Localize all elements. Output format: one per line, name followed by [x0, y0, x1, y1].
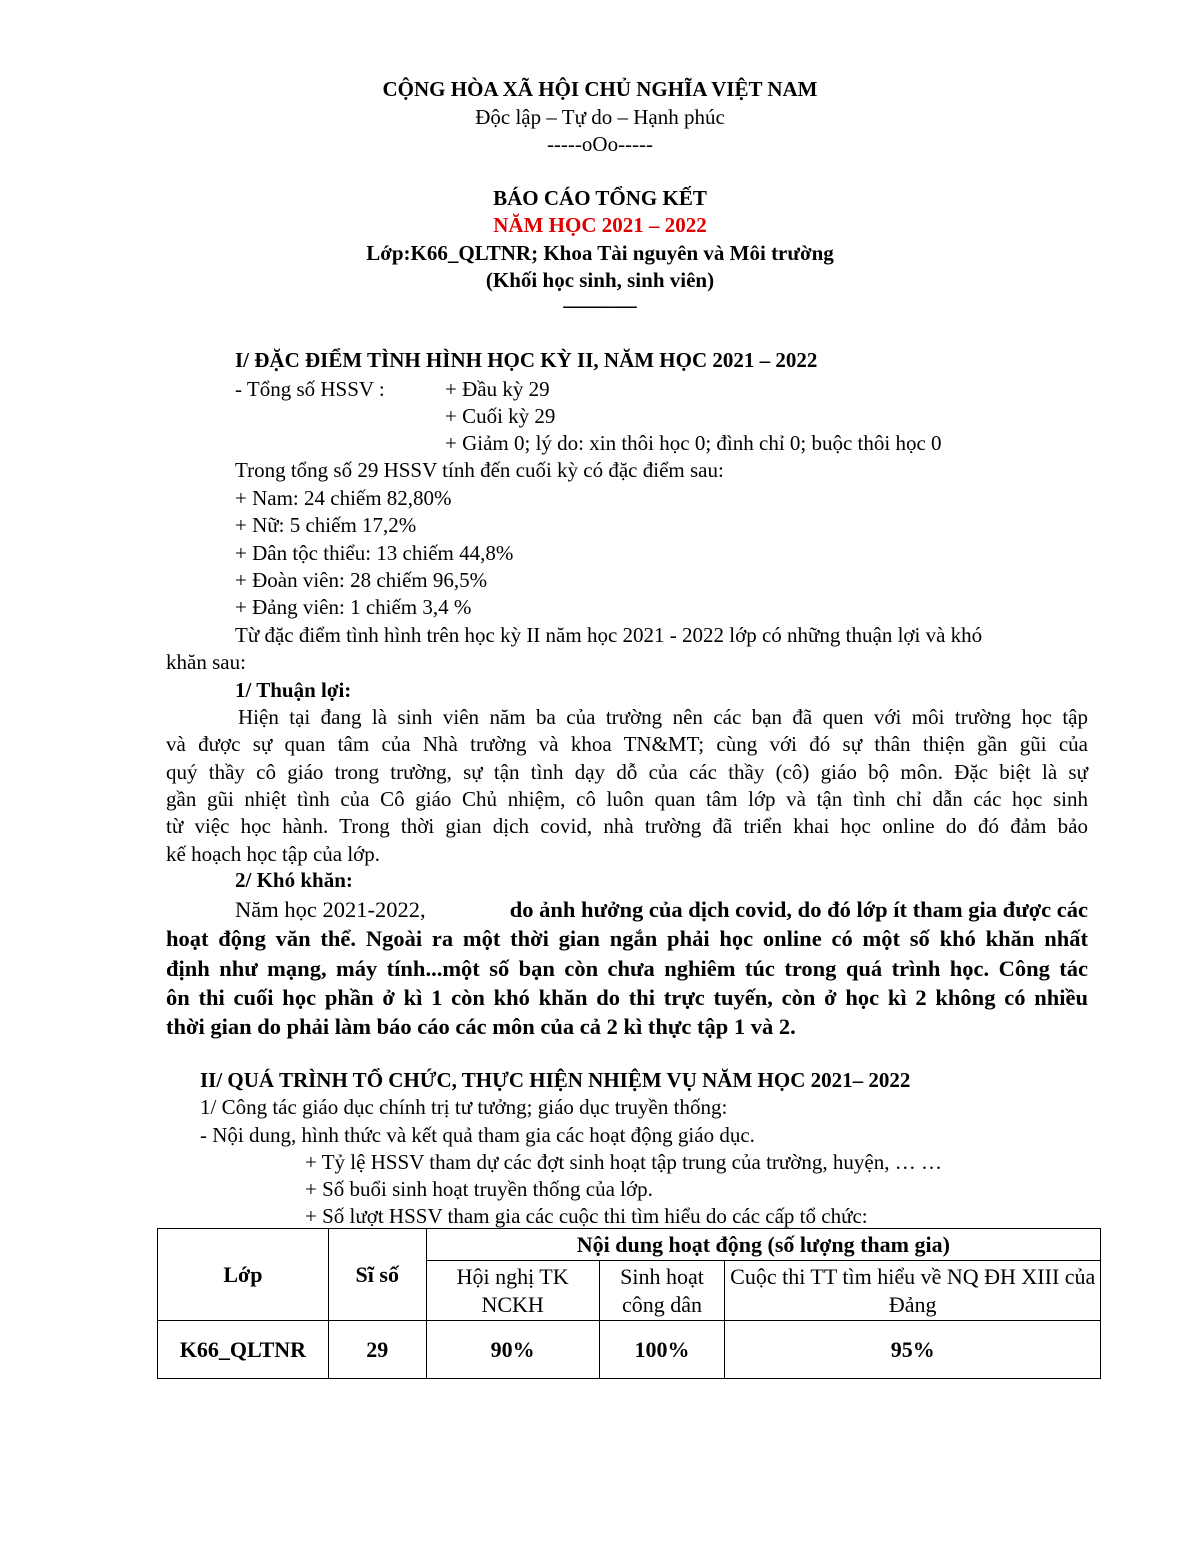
stat-male: + Nam: 24 chiếm 82,80% [235, 486, 452, 510]
subheader-cell: Hội nghị TK NCKH [426, 1261, 599, 1321]
section2-bullet: + Số lượt HSSV tham gia các cuộc thi tìm hiểu do các cấp tổ chức: [305, 1204, 868, 1228]
difficulties-line: ôn thi cuối học phần ở kì 1 còn khó khăn do thi trực tuyến, còn ở học kì 2 không có nhiều [166, 985, 1088, 1010]
report-title: BÁO CÁO TỔNG KẾT [493, 186, 707, 210]
stat-union: + Đoàn viên: 28 chiếm 96,5% [235, 568, 488, 592]
difficulties-line: thời gian do phải làm báo cáo các môn của cả 2 kì thực tập 1 và 2. [166, 1014, 796, 1039]
difficulties-plain-text: Năm học 2021-2022, [235, 897, 432, 922]
stat-minority: + Dân tộc thiểu: 13 chiếm 44,8% [235, 541, 514, 565]
section2-bullet: + Số buổi sinh hoạt truyền thống của lớp. [305, 1177, 653, 1201]
cell-value: 95% [725, 1321, 1101, 1379]
difficulties-line [235, 896, 1088, 924]
end-count: + Cuối kỳ 29 [445, 404, 556, 428]
header-class: Lớp [158, 1229, 329, 1321]
stat-party: + Đảng viên: 1 chiếm 3,4 % [235, 595, 472, 619]
country-name: CỘNG HÒA XÃ HỘI CHỦ NGHĨA VIỆT NAM [382, 77, 818, 101]
difficulties-heading: 2/ Khó khăn: [235, 868, 353, 892]
advantages-line: từ việc học hành. Trong thời gian dịch covid, nhà trường đã triển khai học online do đó đảm bảo [166, 814, 1088, 838]
advantages-line: gần gũi nhiệt tình của Cô giáo Chủ nhiệm, cô luôn quan tâm lớp và tận tình chỉ dẫn các học sinh [166, 787, 1088, 811]
cell-class: K66_QLTNR [158, 1321, 329, 1379]
section2-heading: II/ QUÁ TRÌNH TỔ CHỨC, THỰC HIỆN NHIỆM VỤ NĂM HỌC 2021– 2022 [200, 1068, 911, 1092]
summary-line-2: khăn sau: [166, 650, 246, 674]
header-activity-group: Nội dung hoạt động (số lượng tham gia) [426, 1229, 1100, 1261]
advantages-line: quý thầy cô giáo trong trường, sự tận tình dạy dỗ của các thầy (cô) giáo bộ môn. Đặc biệt là sự [166, 760, 1088, 784]
class-line: Lớp:K66_QLTNR; Khoa Tài nguyên và Môi trường [366, 241, 834, 265]
activity-table [157, 1228, 1101, 1379]
cell-size: 29 [328, 1321, 426, 1379]
difficulties-bold-text: do ảnh hưởng của dịch covid, do đó lớp ít tham gia được các [509, 897, 1088, 922]
section1-heading: I/ ĐẶC ĐIỂM TÌNH HÌNH HỌC KỲ II, NĂM HỌC 2021 – 2022 [235, 348, 818, 372]
subheader-cell: Cuộc thi TT tìm hiểu về NQ ĐH XIII của Đảng [725, 1261, 1101, 1321]
total-label: - Tổng số HSSV : [235, 377, 385, 401]
stat-female: + Nữ: 5 chiếm 17,2% [235, 513, 417, 537]
table-header-row [158, 1229, 1101, 1261]
advantages-line: và được sự quan tâm của Nhà trường và khoa TN&MT; cùng với đó sự thân thiện gần gũi của [166, 732, 1088, 756]
difficulties-line: định như mạng, máy tính...một số bạn còn chưa nghiêm túc trong quá trình học. Công tác [166, 956, 1088, 981]
summary-line-1: Từ đặc điểm tình hình trên học kỳ II năm học 2021 - 2022 lớp có những thuận lợi và khó [235, 623, 983, 647]
cell-value: 90% [426, 1321, 599, 1379]
group-line: (Khối học sinh, sinh viên) [485, 268, 715, 292]
start-count: + Đầu kỳ 29 [445, 377, 550, 401]
national-motto: Độc lập – Tự do – Hạnh phúc [475, 105, 725, 129]
advantages-line: kế hoạch học tập của lớp. [166, 842, 381, 866]
advantages-line: Hiện tại đang là sinh viên năm ba của trường nên các bạn đã quen với môi trường học tập [238, 705, 1088, 729]
school-year: NĂM HỌC 2021 – 2022 [493, 213, 707, 237]
header-ornament: -----oOo----- [546, 132, 654, 156]
difficulties-line: hoạt động văn thể. Ngoài ra một thời gian ngắn phải học online có một số khó khăn nhất [166, 926, 1088, 951]
decrease-line: + Giảm 0; lý do: xin thôi học 0; đình chỉ 0; buộc thôi học 0 [445, 431, 942, 455]
header-size: Sĩ số [328, 1229, 426, 1321]
section2-bullet: + Tỷ lệ HSSV tham dự các đợt sinh hoạt tập trung của trường, huyện, … … [305, 1150, 942, 1174]
stats-intro: Trong tổng số 29 HSSV tính đến cuối kỳ có đặc điểm sau: [235, 458, 724, 482]
subheader-cell: Sinh hoạt công dân [599, 1261, 725, 1321]
section2-content: - Nội dung, hình thức và kết quả tham gia các hoạt động giáo dục. [200, 1123, 755, 1147]
title-rule: ——–— [563, 293, 637, 317]
section2-sub1: 1/ Công tác giáo dục chính trị tư tưởng; giáo dục truyền thống: [200, 1095, 728, 1119]
cell-value: 100% [599, 1321, 725, 1379]
advantages-heading: 1/ Thuận lợi: [235, 678, 352, 702]
table-row [158, 1321, 1101, 1379]
